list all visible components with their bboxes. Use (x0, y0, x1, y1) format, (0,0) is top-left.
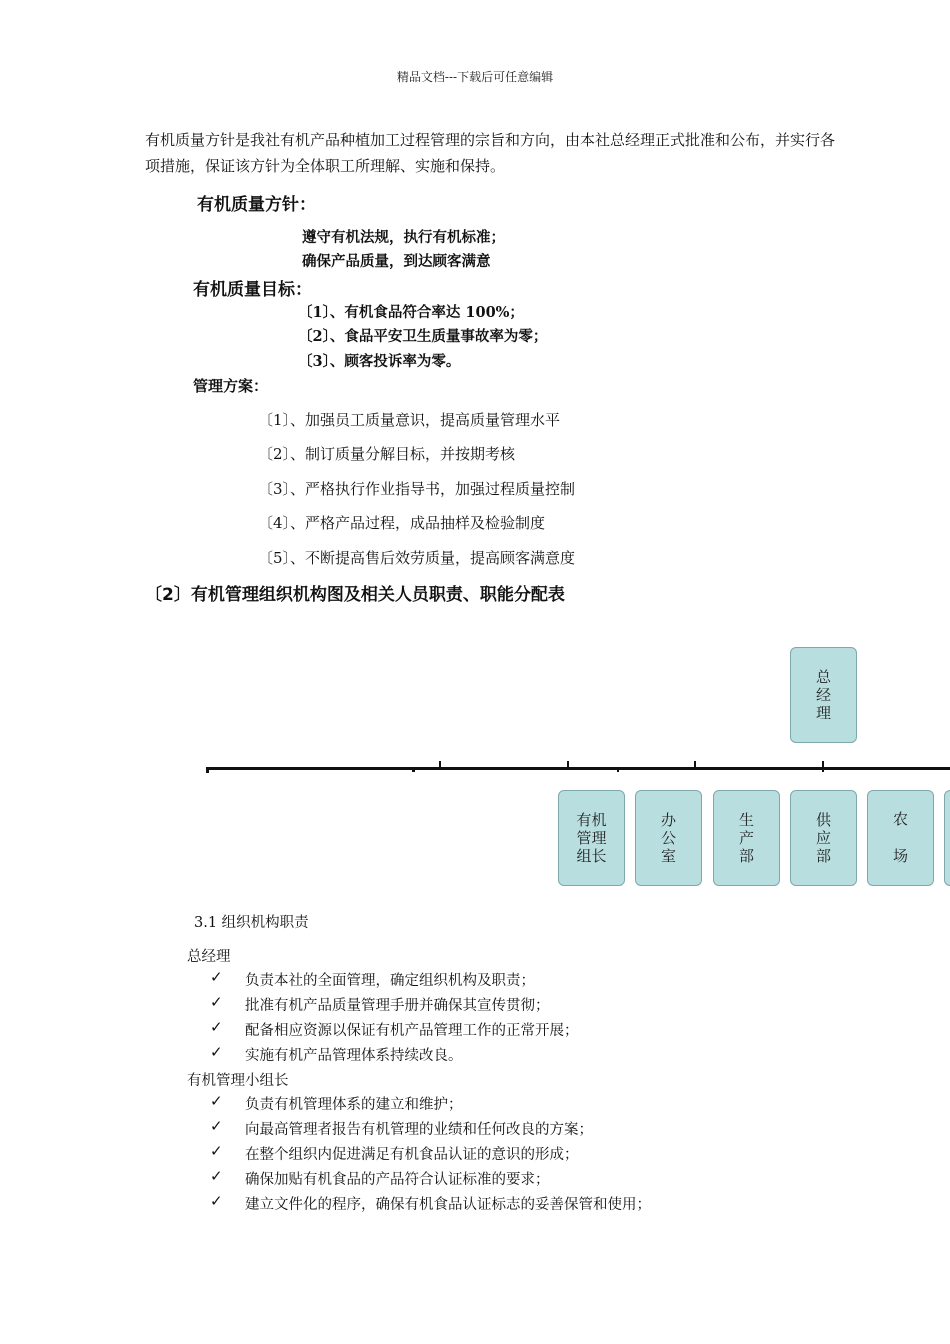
org-connector-bar (206, 767, 950, 770)
duty-item: 确保加贴有机食品的产品符合认证标准的要求； (245, 1172, 550, 1188)
checkmark-icon: ✓ (210, 1018, 223, 1036)
org-box-label: 有机管理组长 (576, 811, 607, 865)
org-box-farm (867, 790, 934, 886)
plan-item: 〔1〕、加强员工质量意识，提高质量管理水平 (258, 411, 561, 429)
org-box-label: 生产部 (738, 811, 754, 865)
duty-item: 配备相应资源以保证有机产品管理工作的正常开展； (245, 1023, 579, 1039)
plan-item: 〔4〕、严格产品过程，成品抽样及检验制度 (258, 514, 546, 532)
plan-item: 〔5〕、不断提高售后效劳质量，提高顾客满意度 (258, 549, 576, 567)
checkmark-icon: ✓ (210, 1142, 223, 1160)
role-name: 有机管理小组长 (187, 1073, 289, 1089)
org-connector-tick (412, 767, 415, 772)
org-box-label: 供应部 (815, 811, 831, 865)
org-connector-tick (439, 761, 441, 770)
duty-item: 建立文件化的程序，确保有机食品认证标志的妥善保管和使用； (245, 1197, 651, 1213)
org-connector-tick (694, 761, 696, 770)
plan-item: 〔2〕、制订质量分解目标，并按期考核 (258, 445, 516, 463)
intro-paragraph: 有机质量方针是我社有机产品种植加工过程管理的宗旨和方向，由本社总经理正式批准和公布，并实行各项措施，保证该方针为全体职工所理解、实施和保持。 (145, 131, 836, 175)
policy-heading: 有机质量方针： (197, 195, 316, 215)
org-box-label: 总经理 (815, 668, 831, 722)
duty-item: 负责有机管理体系的建立和维护； (245, 1097, 463, 1113)
org-box-label: 办公室 (660, 811, 676, 865)
duty-item: 在整个组织内促进满足有机食品认证的意识的形成； (245, 1147, 579, 1163)
org-box-office (635, 790, 702, 886)
duty-item: 负责本社的全面管理，确定组织机构及职责； (245, 973, 535, 989)
checkmark-icon: ✓ (210, 1192, 223, 1210)
checkmark-icon: ✓ (210, 968, 223, 986)
org-box-cutoff (944, 790, 950, 886)
duty-item: 实施有机产品管理体系持续改良。 (245, 1048, 463, 1064)
duties-title: 3.1 组织机构职责 (194, 915, 309, 931)
checkmark-icon: ✓ (210, 1167, 223, 1185)
org-box-supply (790, 790, 857, 886)
goals-heading: 有机质量目标： (193, 280, 312, 300)
org-connector-tick (567, 761, 569, 770)
org-box-label: 农场 (892, 810, 908, 865)
org-box-general-manager (790, 647, 857, 743)
checkmark-icon: ✓ (210, 1117, 223, 1135)
checkmark-icon: ✓ (210, 1092, 223, 1110)
role-name: 总经理 (187, 949, 231, 965)
org-box-production (713, 790, 780, 886)
policy-line: 确保产品质量，到达顾客满意 (302, 253, 491, 270)
plan-item: 〔3〕、严格执行作业指导书，加强过程质量控制 (258, 480, 576, 498)
goal-item: 〔1〕、有机食品符合率达 100%； (298, 304, 524, 321)
checkmark-icon: ✓ (210, 1043, 223, 1061)
org-connector-tick (617, 767, 619, 772)
goal-item: 〔2〕、食品平安卫生质量事故率为零； (298, 328, 548, 345)
org-connector-tick (822, 761, 824, 772)
org-box-organic-leader (558, 790, 625, 886)
org-connector-tick (206, 767, 209, 773)
goal-item: 〔3〕、顾客投诉率为零。 (298, 353, 461, 370)
plan-heading: 管理方案： (193, 377, 269, 395)
page-header: 精品文档---下载后可任意编辑 (396, 70, 554, 84)
checkmark-icon: ✓ (210, 993, 223, 1011)
duty-item: 向最高管理者报告有机管理的业绩和任何改良的方案； (245, 1122, 593, 1138)
section-title: 〔2〕有机管理组织机构图及相关人员职责、职能分配表 (145, 585, 565, 605)
duty-item: 批准有机产品质量管理手册并确保其宣传贯彻； (245, 998, 550, 1014)
policy-line: 遵守有机法规，执行有机标准； (302, 229, 505, 246)
